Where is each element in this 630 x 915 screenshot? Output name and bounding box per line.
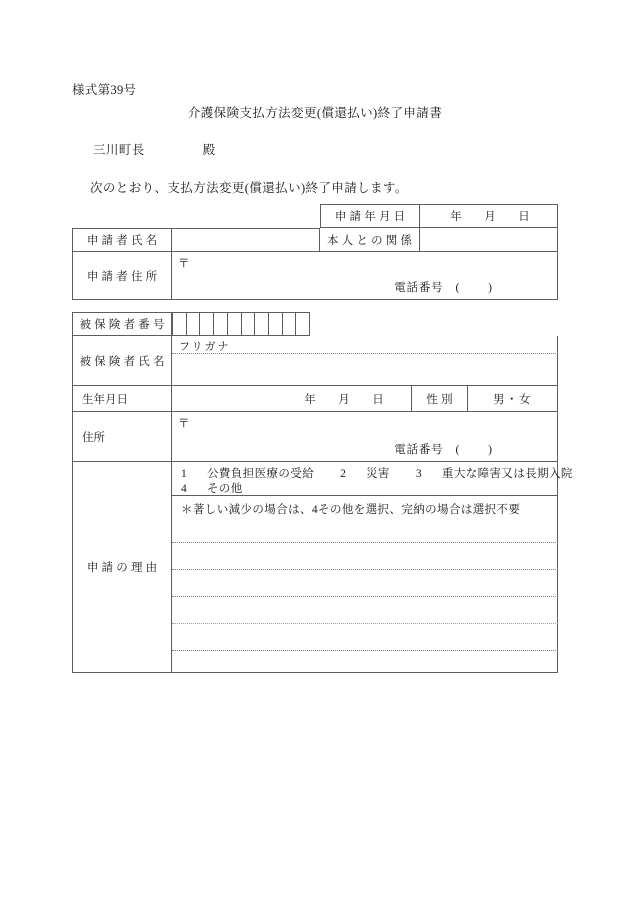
relationship-label: 本人との関係 [326, 234, 416, 247]
lead-sentence: 次のとおり、支払方法変更(償還払い)終了申請します。 [90, 181, 408, 195]
reason-label: 申請の理由 [86, 562, 161, 574]
applicant-telephone-parens: ( ) [455, 282, 505, 294]
applicant-name-label-cell [72, 228, 172, 252]
reason-option-1-number: 1 [181, 468, 188, 480]
applicant-name-label: 申請者氏名 [86, 235, 161, 247]
birthdate-label-cell [72, 386, 172, 412]
page-title: 介護保険支払方法変更(償還払い)終了申請書 [187, 106, 443, 120]
reason-option-4-text: その他 [207, 483, 243, 495]
relationship-input-cell[interactable] [420, 228, 558, 252]
addressee-honorific: 殿 [202, 143, 216, 157]
birth-year-unit: 年 [304, 393, 316, 406]
reason-option-3-text: 重大な障害又は長期入院 [441, 468, 573, 480]
digit-box[interactable] [242, 313, 256, 335]
reason-options-cell[interactable] [172, 462, 573, 496]
digit-box[interactable] [283, 313, 297, 335]
gender-label: 性別 [426, 393, 456, 406]
birthdate-value [293, 391, 395, 407]
application-date-label: 申請年月日 [334, 211, 409, 223]
reason-label-cell [72, 462, 172, 673]
reason-detail-cell[interactable] [172, 496, 558, 673]
insured-name-input-cell[interactable] [172, 336, 558, 386]
addressee-name: 三川町長 [93, 143, 145, 157]
digit-box[interactable] [214, 313, 228, 335]
reason-options-text [181, 467, 573, 497]
digit-box[interactable] [187, 313, 201, 335]
application-date-value-cell[interactable] [420, 204, 558, 228]
postal-code-mark-icon: 〒 [178, 418, 190, 430]
date-year-unit: 年 [450, 211, 462, 223]
relationship-label-cell [320, 228, 420, 252]
application-date-value [439, 208, 541, 224]
insured-name-label: 被保険者氏名 [79, 355, 168, 368]
digit-box[interactable] [200, 313, 214, 335]
reason-writing-line [172, 542, 558, 543]
reason-option-3-number: 3 [415, 468, 423, 480]
insured-number-label: 被保険者番号 [79, 319, 168, 331]
date-day-unit: 日 [518, 211, 530, 223]
digit-box[interactable] [296, 313, 309, 335]
insured-name-label-cell [72, 336, 172, 386]
applicant-telephone [394, 279, 505, 295]
reason-option-2-text: 災害 [366, 468, 390, 480]
postal-code-mark-icon: 〒 [178, 258, 190, 270]
insured-telephone-label: 電話番号 [394, 444, 444, 456]
reason-option-4-number: 4 [181, 483, 188, 495]
birthdate-label: 生年月日 [82, 393, 128, 406]
reason-option-1-text: 公費負担医療の受給 [207, 468, 315, 480]
birthdate-value-cell[interactable] [172, 386, 412, 412]
digit-box[interactable] [269, 313, 283, 335]
reason-writing-line [172, 623, 558, 624]
digit-box[interactable] [228, 313, 242, 335]
birth-month-unit: 月 [338, 393, 350, 406]
applicant-address-input-cell[interactable] [172, 252, 558, 300]
application-date-label-cell [320, 204, 420, 228]
reason-note: ＊著しい減少の場合は、4その他を選択、完納の場合は選択不要 [181, 504, 521, 516]
insured-telephone-parens: ( ) [455, 444, 505, 456]
applicant-name-input-cell[interactable] [172, 228, 320, 252]
insured-address-label-cell [72, 412, 172, 462]
insured-address-label: 住所 [82, 431, 105, 444]
insured-number-boxes[interactable] [172, 312, 310, 336]
gender-options: 男・女 [493, 393, 532, 406]
insured-number-label-cell [72, 312, 172, 336]
insured-address-input-cell[interactable] [172, 412, 558, 462]
digit-box[interactable] [173, 313, 187, 335]
reason-writing-line [172, 569, 558, 570]
digit-box[interactable] [255, 313, 269, 335]
gender-label-cell [412, 386, 468, 412]
applicant-address-label: 申請者住所 [86, 270, 161, 283]
applicant-address-label-cell [72, 252, 172, 300]
form-number: 様式第39号 [72, 83, 137, 97]
applicant-telephone-label: 電話番号 [394, 282, 444, 294]
date-month-unit: 月 [484, 211, 496, 223]
addressee-line [93, 140, 216, 158]
reason-option-2-number: 2 [340, 468, 347, 480]
furigana-label: フリガナ [179, 341, 231, 353]
gender-options-cell[interactable] [468, 386, 558, 412]
insured-telephone [394, 441, 505, 457]
furigana-separator-line [172, 353, 558, 354]
birth-day-unit: 日 [372, 393, 384, 406]
reason-writing-line [172, 650, 558, 651]
reason-writing-line [172, 596, 558, 597]
